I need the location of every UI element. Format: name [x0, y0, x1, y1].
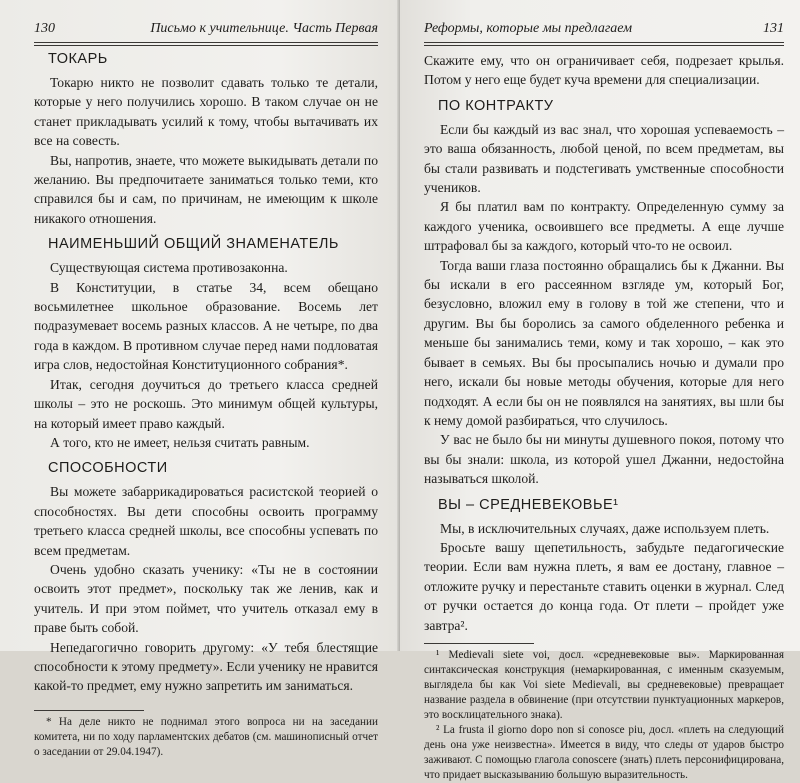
right-head-rule — [424, 45, 784, 46]
paragraph: Я бы платил вам по контракту. Определенную сумму за каждого ученика, освоившего все предметы. А еще лучше штрафовал бы за каждого, который что-то не освоил. — [424, 199, 784, 254]
right-page-number: 131 — [763, 21, 784, 36]
section-heading-contract: ПО КОНТРАКТУ — [438, 97, 554, 114]
footnote-rule — [424, 643, 534, 644]
paragraph: Существующая система противозаконна. — [50, 260, 288, 276]
right-running-title: Реформы, которые мы предлагаем — [424, 21, 633, 36]
left-head-rule — [34, 45, 378, 46]
paragraph: Непедагогично говорить другому: «У тебя блестящие способности к этому предмету». Если ученику не нравится какой-то предмет, ему нужно запретить им заниматься. — [34, 639, 378, 694]
paragraph: Тогда ваши глаза постоянно обращались бы к Джанни. Вы бы искали в его рассеянном взгляде ум, который Бог, безусловно, вложил ему в голову в той же степени, что и другим. Вы бы боролись за самого обделенного ребенка и меньше бы занимались теми, кому и так хорошо, – как это бывает в семьях. Вы бы просыпались ночью и думали про него, искали бы новые методы обучения, которые для него подходят. А если бы он не появлялся на занятиях, вы шли бы к нему домой разбираться, что случилось. — [424, 257, 784, 428]
section-heading-abilities: СПОСОБНОСТИ — [48, 460, 168, 477]
paragraph: Итак, сегодня доучиться до третьего класса средней школы – это не роскошь. Это минимум общей культуры, на который имеет право каждый. — [34, 376, 378, 431]
section-heading-denominator: НАИМЕНЬШИЙ ОБЩИЙ ЗНАМЕНАТЕЛЬ — [48, 236, 339, 253]
paragraph: Бросьте вашу щепетильность, забудьте педагогические теории. Если вам нужна плеть, я вам ее достану, главное – отложите ручку и перестаньте ставить оценки в журнал. След от ручки остается до конца года. От плети – пройдет уже завтра². — [424, 539, 784, 633]
paragraph: Скажите ему, что он ограничивает себя, подрезает крылья. Потом у него еще будет куча времени для специализации. — [424, 53, 784, 88]
right-page — [400, 0, 800, 781]
paragraph: У вас не было бы ни минуты душевного покоя, потому что вы бы знали: школа, из которой ушел Джанни, недостойна называться школой. — [424, 432, 784, 487]
right-running-head — [424, 0, 784, 43]
left-page-number: 130 — [34, 21, 55, 36]
paragraph: Токарю никто не позволит сдавать только те детали, которые у него получились хорошо. В таком случае он не станет прикладывать усилий к тому, чтобы вытачивать их все на совесть. — [34, 75, 378, 149]
section-heading-tokar: ТОКАРЬ — [48, 51, 108, 67]
left-running-title: Письмо к учительнице. Часть Первая — [150, 21, 378, 36]
paragraph: Вы можете забаррикадироваться расистской теорией о способностях. Вы дети способны освоить программу третьего класса средней школы, все способны успевать по всем предметам. — [34, 484, 378, 558]
paragraph: Если бы каждый из вас знал, что хорошая успеваемость – это ваша обязанность, любой ценой, по всем предметам, вы бы стали развивать и подстегивать умственные способности учеников. — [424, 121, 784, 196]
footnote: ¹ Medievali siete voi, досл. «средневековые вы». Маркированная синтаксическая конструкция (немаркированная, с именным сказуемым, выглядела бы как Voi siete Medievali, вы средневековые) превращает название раздела в обвинение (при отсутствии пунктуационных маркеров, это восклицательного знака). — [424, 648, 784, 721]
paragraph: Вы, напротив, знаете, что можете выкидывать детали по желанию. Вы предпочитаете заниматься только теми, кто справился бы и сам, по причинам, не имеющим к школе никакого отношения. — [34, 152, 378, 226]
paragraph: Мы, в исключительных случаях, даже используем плеть. — [440, 520, 770, 536]
left-running-head — [34, 0, 378, 43]
footnote: ² La frusta il giorno dopo non si conosce piu, досл. «плеть на следующий день она уже неизвестна». Имеется в виду, что следы от ударов быстро заживают. С помощью глагола conoscere (знать) плеть персонифицирована, что придает высказыванию большую выразительность. — [424, 723, 784, 781]
paragraph: А того, кто не имеет, нельзя считать равным. — [50, 434, 310, 450]
section-heading-middle-ages: ВЫ – СРЕДНЕВЕКОВЬЕ¹ — [438, 496, 619, 513]
paragraph: В Конституции, в статье 34, всем обещано восьмилетнее школьное образование. Восемь лет подразумевает восемь разных классов. А не четыре, по два года в каждом. В противном случае перед нами подловатая игра слов, недостойная Конституционного собрания*. — [34, 279, 378, 373]
footnote-rule — [34, 710, 144, 711]
paragraph: Очень удобно сказать ученику: «Ты не в состоянии освоить этот предмет», поскольку так же ленив, как и учитель. И при этом поймет, что учитель отказал ему в праве быть собой. — [34, 561, 378, 636]
footnote: * На деле никто не поднимал этого вопроса ни на заседании комитета, ни по ходу парламентских дебатов (см. машинописный отчет о заседании от 29.04.1947). — [34, 715, 378, 758]
left-page — [0, 0, 400, 758]
